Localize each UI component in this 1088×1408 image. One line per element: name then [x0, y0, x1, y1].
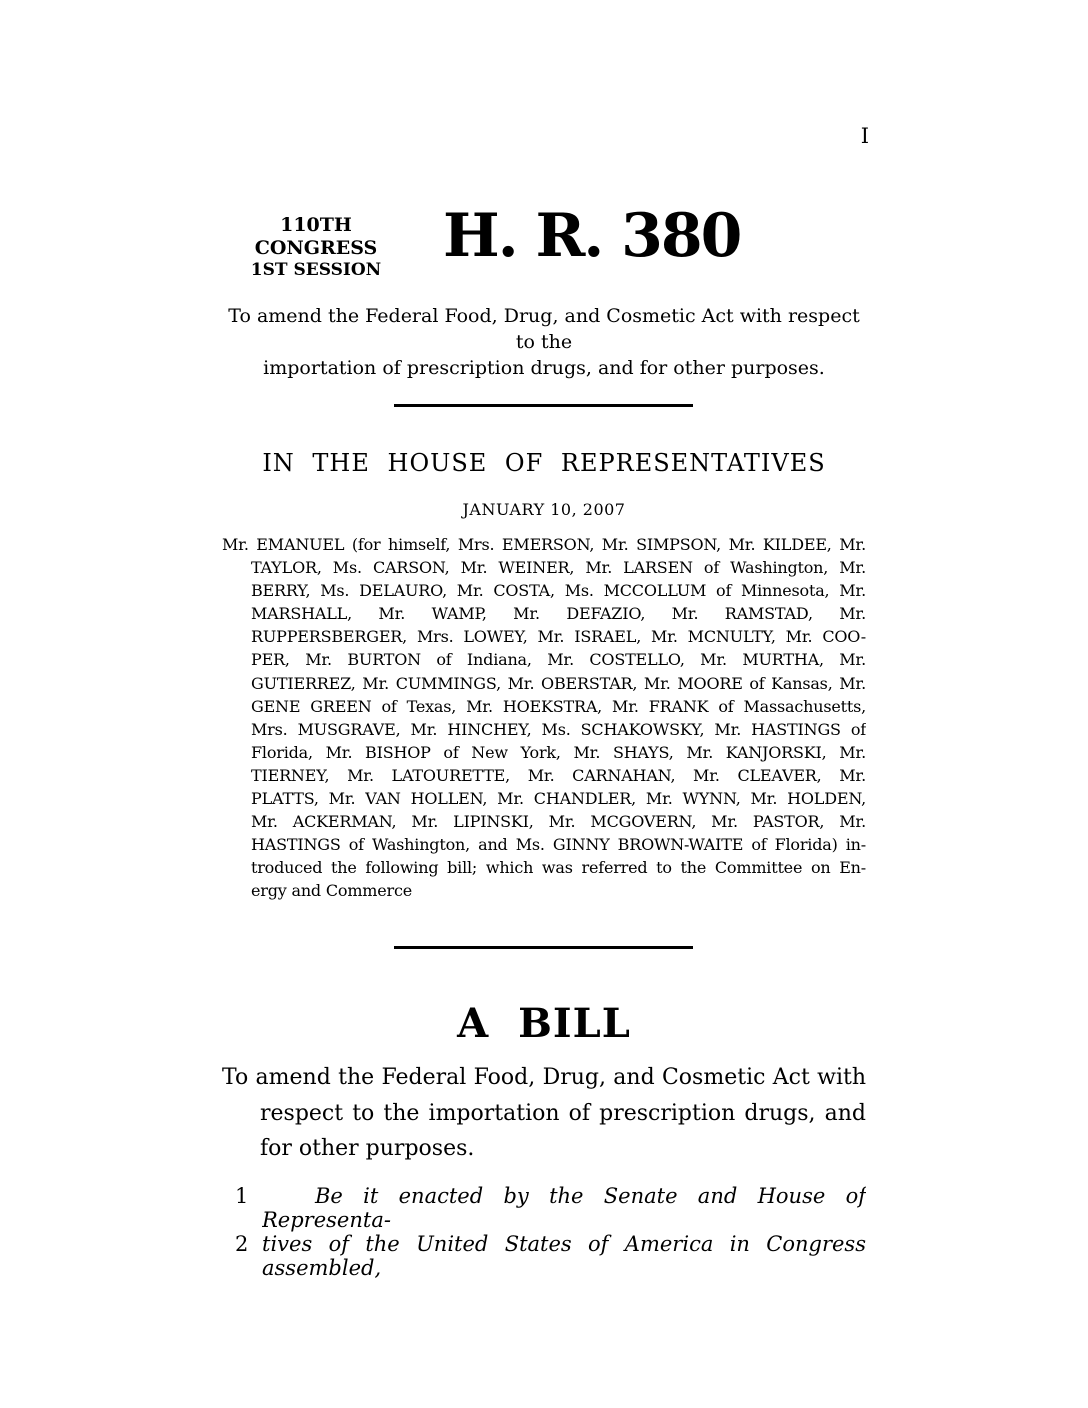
summary-line: importation of prescription drugs, and for other purposes.	[263, 357, 825, 379]
sponsor-paragraph	[222, 533, 866, 903]
bill-text-line	[222, 1232, 866, 1280]
bill-title: A BILL	[457, 1000, 631, 1047]
line-number: 1	[235, 1184, 249, 1208]
sponsor-line: ergy and Commerce	[251, 881, 413, 901]
sponsor-line: BERRY, Ms. DELAURO, Mr. COSTA, Ms. MCCOLLUM of Minnesota, Mr.	[251, 581, 866, 601]
sponsor-line: PER, Mr. BURTON of Indiana, Mr. COSTELLO, Mr. MURTHA, Mr.	[251, 650, 866, 670]
sponsor-line: MARSHALL, Mr. WAMP, Mr. DEFAZIO, Mr. RAMSTAD, Mr.	[251, 604, 866, 624]
section-rule-bottom	[394, 946, 693, 949]
sponsor-line: GUTIERREZ, Mr. CUMMINGS, Mr. OBERSTAR, Mr. MOORE of Kansas, Mr.	[251, 673, 866, 693]
bill-preamble	[222, 1060, 866, 1167]
sponsor-line: RUPPERSBERGER, Mrs. LOWEY, Mr. ISRAEL, Mr. MCNULTY, Mr. COO-	[251, 627, 866, 647]
session-label: 1ST SESSION	[250, 259, 382, 280]
bill-summary	[222, 303, 866, 381]
sponsor-line: troduced the following bill; which was referred to the Committee on En-	[251, 858, 866, 878]
enacting-clause	[222, 1184, 866, 1280]
sponsor-line: TAYLOR, Ms. CARSON, Mr. WEINER, Mr. LARSEN of Washington, Mr.	[251, 558, 866, 578]
congress-session-block	[222, 214, 410, 280]
sponsor-line: HASTINGS of Washington, and Ms. GINNY BROWN-WAITE of Florida) in-	[251, 835, 866, 855]
sponsor-line: PLATTS, Mr. VAN HOLLEN, Mr. CHANDLER, Mr. WYNN, Mr. HOLDEN,	[251, 789, 866, 809]
page-number: I	[860, 124, 870, 148]
preamble-line: To amend the Federal Food, Drug, and Cosmetic Act with	[222, 1065, 866, 1090]
bill-number: H. R. 380	[443, 201, 741, 271]
sponsor-line: Mr. EMANUEL (for himself, Mrs. EMERSON, Mr. SIMPSON, Mr. KILDEE, Mr.	[222, 535, 866, 554]
line-text: Be it enacted by the Senate and House of Representa-	[262, 1184, 866, 1232]
introduction-date: JANUARY 10, 2007	[462, 500, 626, 519]
preamble-line: respect to the importation of prescription drugs, and	[260, 1100, 866, 1126]
sponsor-line: GENE GREEN of Texas, Mr. HOEKSTRA, Mr. FRANK of Massachusetts,	[251, 696, 866, 716]
sponsor-line: Florida, Mr. BISHOP of New York, Mr. SHAYS, Mr. KANJORSKI, Mr.	[251, 742, 866, 762]
sponsor-line: TIERNEY, Mr. LATOURETTE, Mr. CARNAHAN, Mr. CLEAVER, Mr.	[251, 765, 866, 785]
bill-text-line	[222, 1184, 866, 1232]
section-rule-top	[394, 404, 693, 407]
line-text: tives of the United States of America in Congress assembled,	[262, 1232, 866, 1280]
sponsor-line: Mrs. MUSGRAVE, Mr. HINCHEY, Ms. SCHAKOWSKY, Mr. HASTINGS of	[251, 719, 866, 739]
congress-label: 110TH CONGRESS	[254, 214, 378, 259]
summary-line: To amend the Federal Food, Drug, and Cosmetic Act with respect to the	[228, 305, 860, 353]
chamber-heading: IN THE HOUSE OF REPRESENTATIVES	[262, 449, 826, 477]
line-number: 2	[235, 1232, 249, 1256]
sponsor-line: Mr. ACKERMAN, Mr. LIPINSKI, Mr. MCGOVERN, Mr. PASTOR, Mr.	[251, 812, 866, 832]
preamble-line: for other purposes.	[260, 1136, 475, 1161]
